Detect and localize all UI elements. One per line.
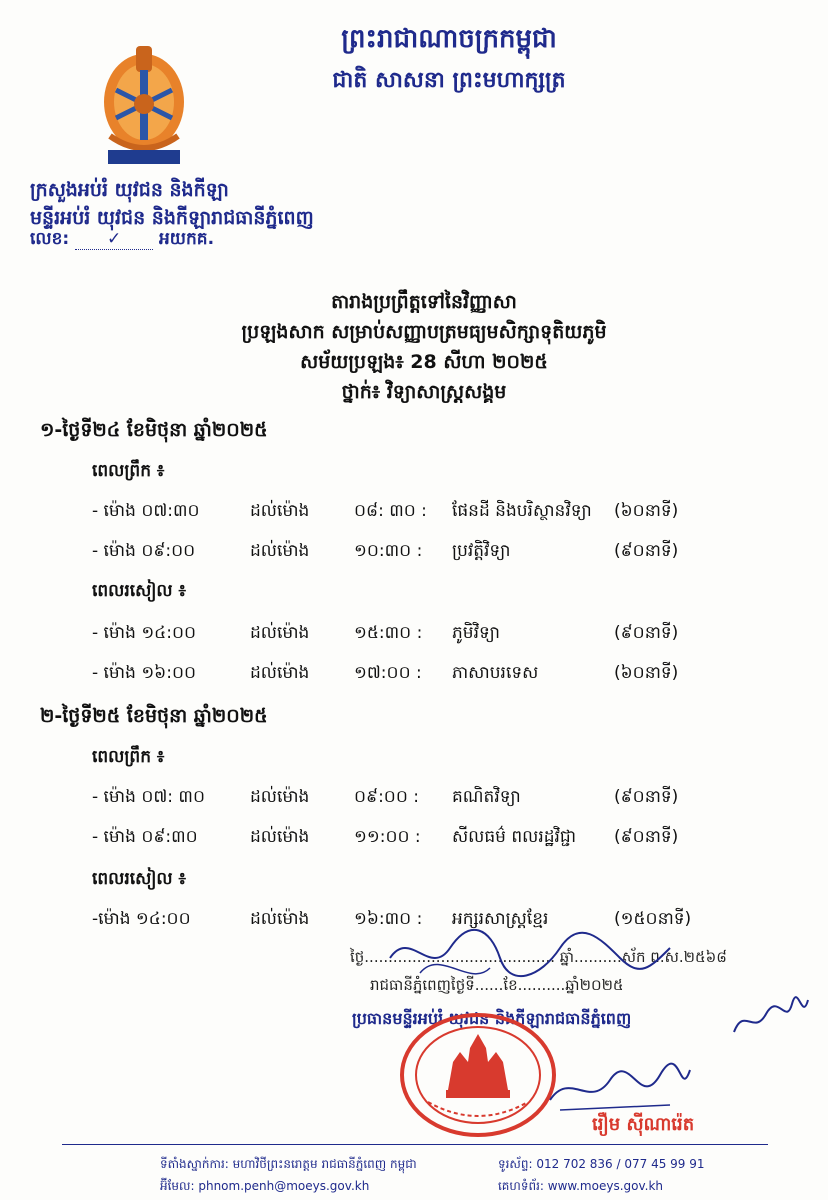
start-time: - ម៉ោង ០៩:០០ [92, 541, 196, 561]
web-label: គេហទំព័រ: [498, 1179, 544, 1193]
duration: (៩០នាទី) [614, 827, 679, 847]
start-time: - ម៉ោង ០៩:៣០ [92, 827, 198, 847]
footer-phone [498, 1156, 705, 1174]
start-time: - ម៉ោង ១៤:០០ [92, 623, 197, 643]
ref-mark: ✓ [75, 229, 153, 250]
ministry-block [30, 176, 314, 232]
subject: អក្សរសាស្ត្រខ្មែរ [452, 909, 549, 929]
phone-label: ទូរស័ព្ទ: [498, 1157, 533, 1171]
end-time: ១១:០០ : [354, 827, 421, 847]
subject: គណិតវិទ្យា [452, 787, 521, 807]
end-time: ១០:៣០ : [354, 541, 423, 561]
end-time: ០៩:០០ : [354, 787, 420, 807]
initial-scribble-icon [730, 996, 810, 1042]
duration: (៦០នាទី) [614, 663, 679, 683]
end-time: ១៥:៣០ : [354, 623, 423, 643]
to-label: ដល់ម៉ោង [250, 909, 310, 929]
start-time: - ម៉ោង ១៦:០០ [92, 663, 197, 683]
duration: (៩០នាទី) [614, 787, 679, 807]
department-name: មន្ទីរអប់រំ យុវជន និងកីឡារាជធានីភ្នំពេញ [30, 207, 314, 229]
reference-number [30, 228, 214, 253]
class-stream: ថ្នាក់៖ វិទ្យាសាស្ត្រសង្គម [341, 381, 507, 403]
session-label: ពេលព្រឹក ៖ [92, 461, 165, 481]
to-label: ដល់ម៉ោង [250, 827, 310, 847]
start-time: - ម៉ោង ០៧:៣០ [92, 501, 200, 521]
end-time: ១៧:០០ : [354, 663, 422, 683]
address-value: មហាវិថីព្រះនរោត្តម រាជធានីភ្នំពេញ កម្ពុជា [232, 1157, 417, 1171]
handwritten-date-scribble [380, 918, 680, 988]
subject: ភូមិវិទ្យា [452, 623, 500, 643]
to-label: ដល់ម៉ោង [250, 663, 310, 683]
national-motto: ជាតិ សាសនា ព្រះមហាក្សត្រ [332, 68, 566, 93]
duration: (៩០នាទី) [614, 541, 679, 561]
place-date: រាជធានីភ្នំពេញថ្ងៃទី......ខែ..........ឆ្នាំ២០២៥ [370, 976, 624, 994]
exam-session: សម័យប្រឡង៖ 28 សីហា ២០២៥ [300, 351, 548, 373]
subject: ផែនដី និងបរិស្ថានវិទ្យា [452, 501, 592, 521]
to-label: ដល់ម៉ោង [250, 787, 310, 807]
email-value: phnom.penh@moeys.gov.kh [198, 1179, 370, 1193]
subject: ភាសាបរទេស [452, 663, 539, 683]
end-time: ០៨: ៣០ : [354, 501, 427, 521]
subject: សីលធម៌ ពលរដ្ឋវិជ្ជា [452, 827, 577, 847]
ministry-name: ក្រសួងអប់រំ យុវជន និងកីឡា [30, 179, 229, 201]
handwritten-signature-icon [540, 1060, 700, 1120]
to-label: ដល់ម៉ោង [250, 501, 310, 521]
session-label: ពេលរសៀល ៖ [92, 581, 186, 601]
start-time: - ម៉ោង ០៧: ៣០ [92, 787, 205, 807]
lunar-date: ថ្ងៃ........................................ ឆ្នាំ..........ស័ក ព.ស.២៥៦៨ [350, 948, 727, 966]
address-label: ទីតាំងស្នាក់ការ: [160, 1157, 229, 1171]
to-label: ដល់ម៉ោង [250, 623, 310, 643]
footer-address [160, 1156, 417, 1174]
phone-value: 012 702 836 / 077 45 99 91 [536, 1157, 705, 1171]
ministry-emblem-icon [96, 40, 192, 170]
subject: ប្រវត្តិវិទ្យា [452, 541, 511, 561]
footer-email [160, 1178, 369, 1196]
ref-suffix: អយកគ. [159, 229, 215, 249]
session-label: ពេលរសៀល ៖ [92, 869, 186, 889]
footer-website [498, 1178, 663, 1196]
official-stamp-icon [398, 1012, 558, 1138]
web-value: www.moeys.gov.kh [547, 1179, 664, 1193]
end-time: ១៦:៣០ : [354, 909, 423, 929]
day-heading: ១-ថ្ងៃទី២៤ ខែមិថុនា ឆ្នាំ២០២៥ [40, 419, 268, 441]
start-time: -ម៉ោង ១៤:០០ [92, 909, 191, 929]
ref-label: លេខ: [30, 229, 70, 249]
footer-divider [62, 1144, 768, 1145]
day-heading: ២-ថ្ងៃទី២៥ ខែមិថុនា ឆ្នាំ២០២៥ [40, 705, 268, 727]
kingdom-title: ព្រះរាជាណាចក្រកម្ពុជា [341, 24, 557, 54]
email-label: អ៊ីមែល: [160, 1179, 195, 1193]
exam-description: ប្រឡងសាក សម្រាប់សញ្ញាបត្រមធ្យមសិក្សាទុតិយភូមិ [241, 321, 607, 343]
signatory-position: ប្រធានមន្ទីរអប់រំ យុវជន និងកីឡារាជធានីភ្នំពេញ [352, 1009, 632, 1028]
duration: (៦០នាទី) [614, 501, 679, 521]
signatory-name: រឿម ស៊ីណារ៉េត [592, 1114, 695, 1135]
document-title: តារាងប្រព្រឹត្តទៅនៃវិញ្ញាសា [331, 291, 517, 313]
session-label: ពេលព្រឹក ៖ [92, 747, 165, 767]
duration: (៩០នាទី) [614, 623, 679, 643]
duration: (១៥០នាទី) [614, 909, 692, 929]
to-label: ដល់ម៉ោង [250, 541, 310, 561]
